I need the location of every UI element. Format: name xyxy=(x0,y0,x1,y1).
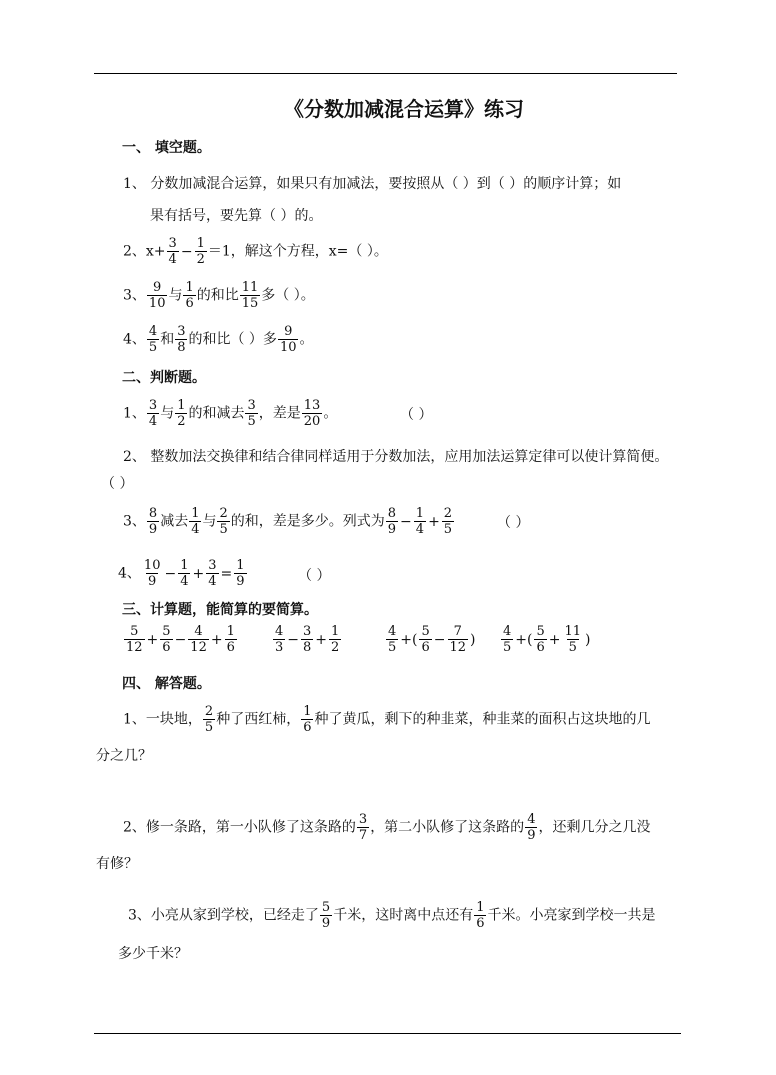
fraction: $\frac{9}{10}$ xyxy=(279,324,297,355)
operator: +( xyxy=(400,631,418,648)
fraction: $\frac{1}{2}$ xyxy=(196,236,205,267)
judge-answer-paren-4[interactable]: （ ） xyxy=(298,568,331,584)
fraction: $\frac{3}{7}$ xyxy=(358,812,368,843)
calc-expression-1 xyxy=(123,624,238,655)
fraction: $\frac{1}{2}$ xyxy=(177,398,186,429)
fraction: $\frac{1}{2}$ xyxy=(331,624,340,655)
operator: − xyxy=(433,631,446,648)
fraction: $\frac{1}{4}$ xyxy=(180,558,189,589)
operator: +( xyxy=(515,631,533,648)
operator: − xyxy=(174,631,187,648)
fraction: $\frac{4}{5}$ xyxy=(388,624,397,655)
fraction: $\frac{4}{12}$ xyxy=(190,624,207,655)
operator: − xyxy=(287,631,300,648)
fraction: $\frac{1}{9}$ xyxy=(236,558,245,589)
fraction: $\frac{2}{5}$ xyxy=(443,506,453,537)
fill-question-2: 2、x+ $\frac{3}{4}$ − $\frac{1}{2}$ ＝1，解这个方程，x=（ ）。 xyxy=(123,236,388,267)
operator: ) xyxy=(470,631,476,648)
operator: ) xyxy=(585,631,591,648)
judge-answer-paren-2[interactable]: （ ） xyxy=(101,476,134,492)
fill-question-1-line-2: 果有括号，要先算（ ）的。 xyxy=(150,208,323,224)
fraction: $\frac{4}{5}$ xyxy=(503,624,512,655)
solve-problem-1-line-2: 分之几？ xyxy=(96,748,152,764)
calc-expression-2 xyxy=(272,624,342,655)
solve-problem-2-line-2: 有修？ xyxy=(96,856,138,872)
fraction: $\frac{3}{5}$ xyxy=(247,398,256,429)
fraction: $\frac{2}{5}$ xyxy=(204,704,214,735)
fraction: $\frac{3}{4}$ xyxy=(148,398,158,429)
solve-problem-3-line-1: 3、小亮从家到学校，已经走了 $\frac{5}{9}$ 千米，这时离中点还有 $\frac{1}{6}$ 千米。小亮家到学校一共是 xyxy=(128,900,656,931)
fraction: $\frac{1}{6}$ xyxy=(476,900,485,931)
fraction: $\frac{1}{4}$ xyxy=(191,506,200,537)
footer-rule xyxy=(94,1033,681,1034)
judge-question-2-line-1: 2、 整数加法交换律和结合律同样适用于分数加法，应用加法运算定律可以使计算简便。 xyxy=(123,449,669,465)
fraction: $\frac{3}{4}$ xyxy=(168,236,177,267)
fraction: $\frac{1}{6}$ xyxy=(226,624,235,655)
page-title: 《分数加减混合运算》练习 xyxy=(284,97,524,121)
fill-question-1-line-1: 1、 分数加减混合运算，如果只有加减法，要按照从（ ）到（ ）的顺序计算；如 xyxy=(123,176,622,192)
solve-problem-1-line-1: 1、一块地， $\frac{2}{5}$ 种了西红柿， $\frac{1}{6}$ 种了黄瓜，剩下的种韭菜，种韭菜的面积占这块地的几 xyxy=(123,704,651,735)
section-heading-solve: 四、 解答题。 xyxy=(122,676,211,692)
fraction: $\frac{7}{12}$ xyxy=(449,624,467,655)
fraction: $\frac{5}{6}$ xyxy=(162,624,171,655)
fraction: $\frac{10}{9}$ xyxy=(143,558,161,589)
fraction: $\frac{4}{9}$ xyxy=(527,812,536,843)
judge-question-1: 1、 $\frac{3}{4}$ 与 $\frac{1}{2}$ 的和减去 $\frac{3}{5}$ ，差是 $\frac{13}{20}$ 。 xyxy=(123,398,338,429)
fraction: $\frac{4}{5}$ xyxy=(148,324,158,355)
fraction: $\frac{3}{4}$ xyxy=(208,558,217,589)
operator: + xyxy=(210,631,223,648)
operator: + xyxy=(315,631,328,648)
fraction: $\frac{8}{9}$ xyxy=(387,506,397,537)
fraction: $\frac{13}{20}$ xyxy=(303,398,321,429)
fraction: $\frac{1}{6}$ xyxy=(303,704,312,735)
fraction: $\frac{5}{9}$ xyxy=(321,900,331,931)
fraction: $\frac{3}{8}$ xyxy=(303,624,312,655)
calc-expression-4 xyxy=(500,624,592,655)
fill-question-4: 4、 $\frac{4}{5}$ 和 $\frac{3}{8}$ 的和比（ ）多 $\frac{9}{10}$ 。 xyxy=(123,324,314,355)
operator: + xyxy=(548,631,561,648)
fraction: $\frac{5}{6}$ xyxy=(536,624,545,655)
section-heading-fill: 一、 填空题。 xyxy=(122,140,211,156)
judge-question-4: 4、 $\frac{10}{9}$ − $\frac{1}{4}$ + $\frac{3}{4}$ = $\frac{1}{9}$ xyxy=(118,558,245,589)
fraction: $\frac{4}{3}$ xyxy=(275,624,284,655)
solve-problem-3-line-2: 多少千米？ xyxy=(118,946,188,962)
operator: + xyxy=(146,631,159,648)
judge-question-3: 3、 $\frac{8}{9}$ 减去 $\frac{1}{4}$ 与 $\frac{2}{5}$ 的和，差是多少。列式为 $\frac{8}{9}$ − $\frac{1}{4}$ + $\frac{2}{5}$ xyxy=(123,506,453,537)
fraction: $\frac{11}{15}$ xyxy=(241,280,259,311)
fraction: $\frac{11}{5}$ xyxy=(564,624,582,655)
fraction: $\frac{1}{6}$ xyxy=(185,280,194,311)
judge-answer-paren-3[interactable]: （ ） xyxy=(497,515,530,531)
fraction: $\frac{2}{5}$ xyxy=(219,506,228,537)
fraction: $\frac{8}{9}$ xyxy=(148,506,158,537)
judge-answer-paren-1[interactable]: （ ） xyxy=(400,407,433,423)
section-heading-calc: 三、计算题，能简算的要简算。 xyxy=(122,602,318,618)
fraction: $\frac{5}{6}$ xyxy=(421,624,430,655)
calc-expression-3 xyxy=(385,624,477,655)
fraction: $\frac{1}{4}$ xyxy=(415,506,425,537)
fraction: $\frac{3}{8}$ xyxy=(177,324,186,355)
fill-question-3: 3、 $\frac{9}{10}$ 与 $\frac{1}{6}$ 的和比 $\frac{11}{15}$ 多（ ）。 xyxy=(123,280,315,311)
header-rule xyxy=(94,73,677,74)
fraction: $\frac{5}{12}$ xyxy=(126,624,143,655)
fraction: $\frac{9}{10}$ xyxy=(148,280,166,311)
section-heading-judge: 二、判断题。 xyxy=(122,370,206,386)
solve-problem-2-line-1: 2、修一条路，第一小队修了这条路的 $\frac{3}{7}$ ，第二小队修了这条路的 $\frac{4}{9}$ ，还剩几分之几没 xyxy=(123,812,651,843)
